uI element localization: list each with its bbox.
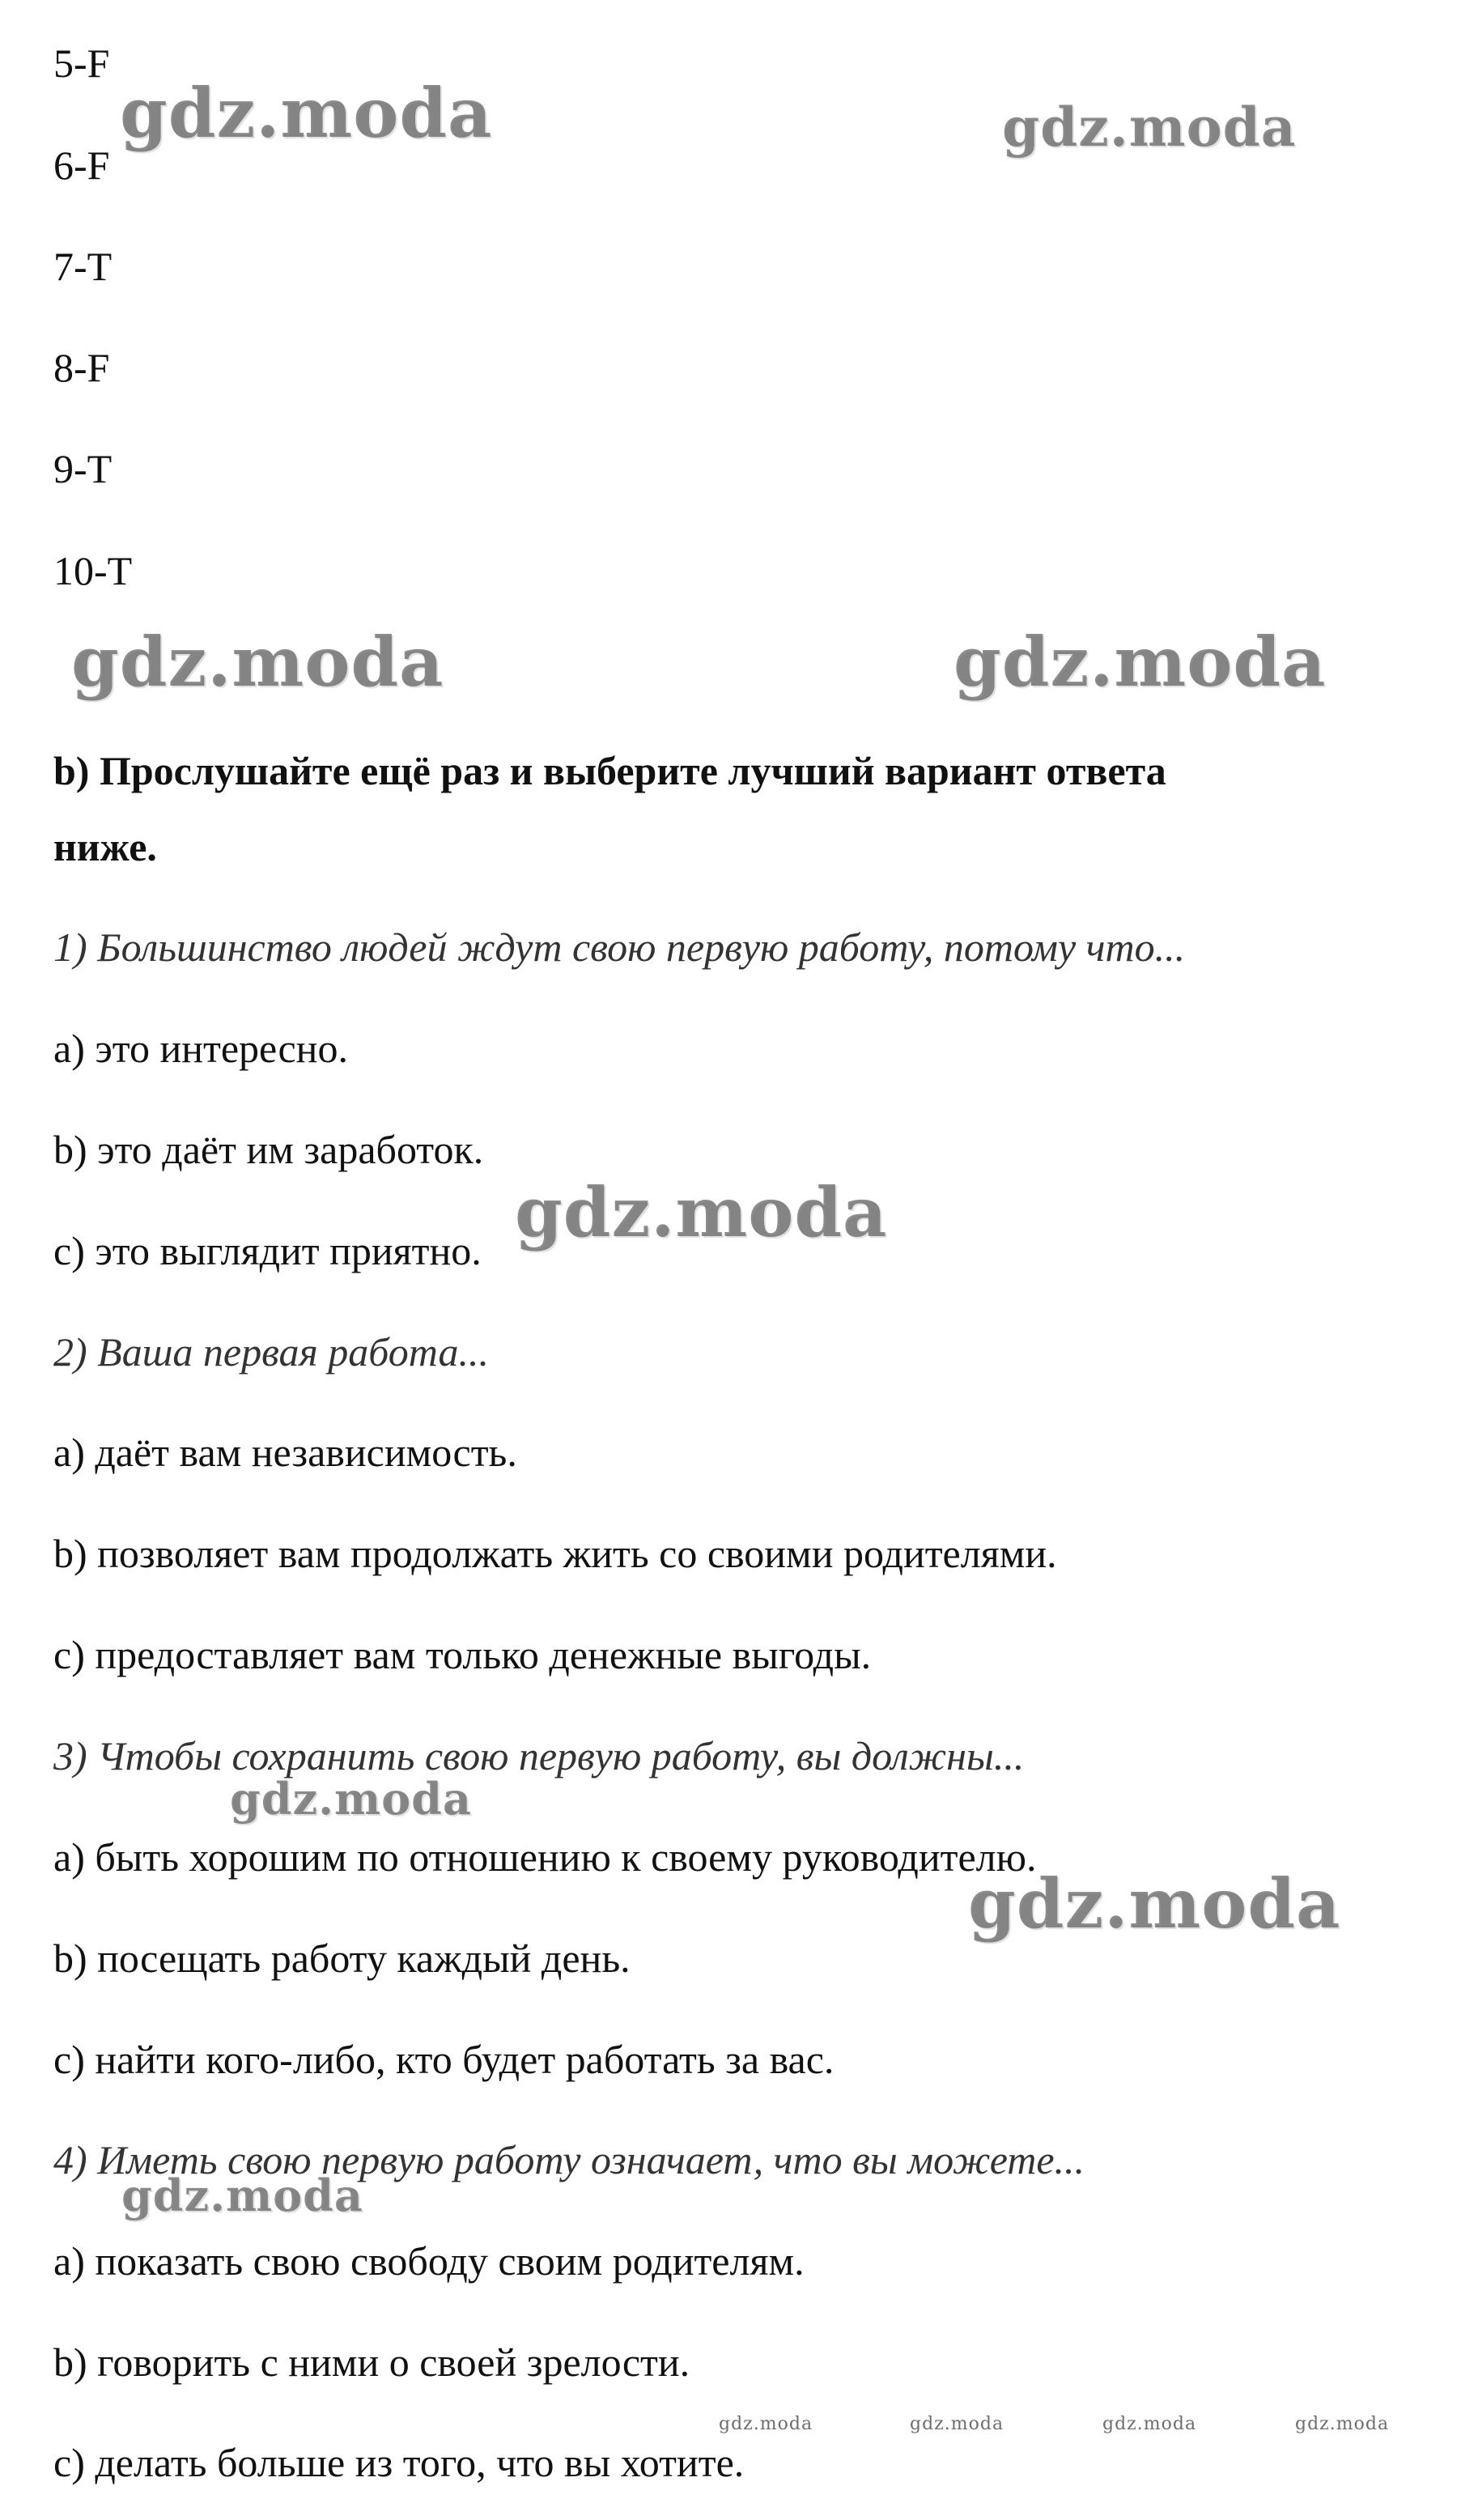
question-4-prompt: 4) Иметь свою первую работу означает, что вы можете... (53, 2137, 1085, 2182)
watermark: gdz.moda (71, 622, 444, 702)
watermark: gdz.moda (719, 2414, 813, 2434)
watermark: gdz.moda (968, 1863, 1341, 1944)
watermark: gdz.moda (515, 1172, 888, 1252)
answer-8: 8-F (53, 345, 110, 390)
watermark: gdz.moda (121, 2169, 363, 2221)
question-1-option-c: c) это выглядит приятно. (53, 1228, 482, 1273)
task-heading-line1: b) Прослушайте ещё раз и выберите лучший вариант ответа (53, 748, 1166, 793)
question-4-option-c: c) делать больше из того, что вы хотите. (53, 2440, 745, 2485)
answer-6: 6-F (53, 142, 110, 188)
answer-5: 5-F (53, 40, 110, 86)
question-1-option-a: a) это интересно. (53, 1026, 348, 1071)
answer-10: 10-T (53, 548, 133, 593)
question-3-option-b: b) посещать работу каждый день. (53, 1936, 631, 1981)
question-2-option-b: b) позволяет вам продолжать жить со своими родителями. (53, 1531, 1057, 1576)
watermark: gdz.moda (230, 1773, 472, 1825)
question-4-option-b: b) говорить с ними о своей зрелости. (53, 2339, 690, 2385)
question-2-prompt: 2) Ваша первая работа... (53, 1329, 489, 1375)
watermark: gdz.moda (910, 2414, 1004, 2434)
task-heading-line2: ниже. (53, 824, 157, 869)
question-2-option-a: a) даёт вам независимость. (53, 1430, 517, 1475)
watermark: gdz.moda (1295, 2414, 1390, 2434)
watermark: gdz.moda (1002, 96, 1297, 159)
watermark: gdz.moda (1102, 2414, 1197, 2434)
question-2-option-c: c) предоставляет вам только денежные выгоды. (53, 1632, 872, 1677)
answer-9: 9-T (53, 446, 113, 491)
question-1-prompt: 1) Большинство людей ждут свою первую работу, потому что... (53, 924, 1186, 970)
question-1-option-b: b) это даёт им заработок. (53, 1127, 484, 1172)
answer-7: 7-T (53, 244, 113, 289)
watermark: gdz.moda (120, 73, 493, 153)
question-3-option-a: a) быть хорошим по отношению к своему руководителю. (53, 1834, 1037, 1880)
question-3-prompt: 3) Чтобы сохранить свою первую работу, вы должны... (53, 1733, 1025, 1778)
question-3-option-c: c) найти кого-либо, кто будет работать за вас. (53, 2037, 835, 2082)
watermark: gdz.moda (953, 622, 1327, 702)
question-4-option-a: a) показать свою свободу своим родителям. (53, 2238, 805, 2284)
